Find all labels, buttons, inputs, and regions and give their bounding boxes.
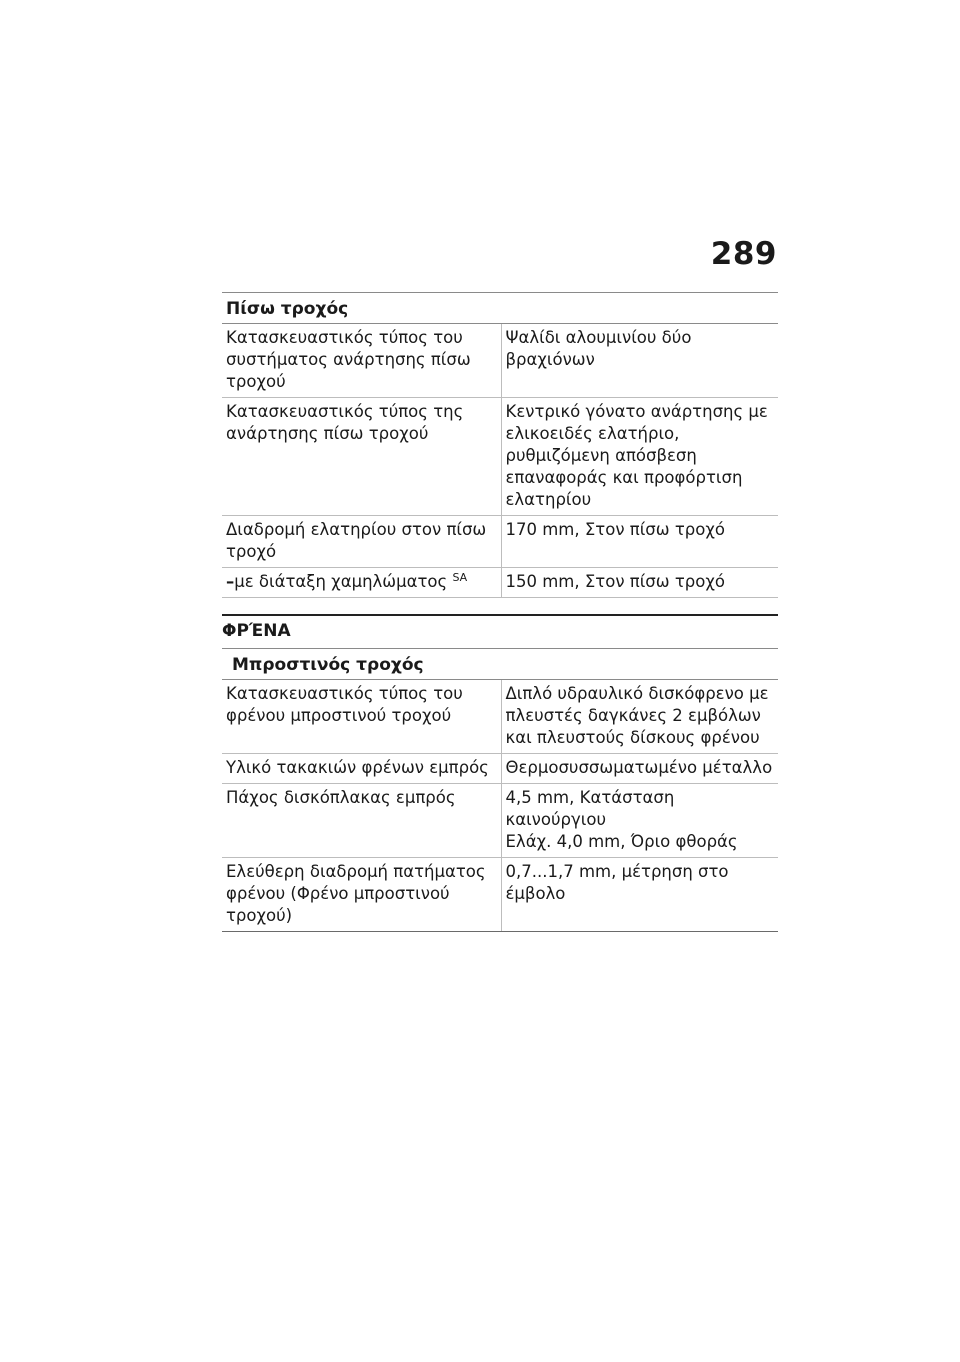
spec-value: 4,5 mm, Κατάσταση καινούργιου	[505, 788, 675, 829]
spec-key: Κατασκευαστικός τύπος του φρένου μπροστινού τροχού	[222, 680, 501, 754]
rear-wheel-heading: Πίσω τροχός	[222, 293, 778, 324]
dash-marker: –	[226, 572, 235, 591]
brakes-section-title: ΦΡΈΝΑ	[222, 621, 291, 641]
table-row	[222, 568, 778, 598]
spec-value: 150 mm, Στον πίσω τροχό	[501, 568, 778, 598]
table-row	[222, 754, 778, 784]
spec-key: Ελεύθερη διαδρομή πατήματος φρένου (Φρένο μπροστινού τροχού)	[222, 858, 501, 932]
spec-value: Κεντρικό γόνατο ανάρτησης με ελικοειδές ελατήριο, ρυθμιζόμενη απόσβεση επαναφοράς και προφόρτιση ελατηρίου	[501, 398, 778, 516]
table-row	[222, 516, 778, 568]
rear-wheel-table	[222, 292, 778, 598]
spec-key: Κατασκευαστικός τύπος του συστήματος ανάρτησης πίσω τροχού	[222, 324, 501, 398]
table-row	[222, 324, 778, 398]
spec-key: Υλικό τακακιών φρένων εμπρός	[222, 754, 501, 784]
spec-value: Ψαλίδι αλουμινίου δύο βραχιόνων	[501, 324, 778, 398]
spec-value: Διπλό υδραυλικό δισκόφρενο με πλευστές δαγκάνες 2 εμβόλων και πλευστούς δίσκους φρένου	[501, 680, 778, 754]
table-row	[222, 680, 778, 754]
spec-value-secondary: Ελάχ. 4,0 mm, Όριο φθοράς	[505, 832, 738, 851]
table-row	[222, 398, 778, 516]
spec-value: 170 mm, Στον πίσω τροχό	[501, 516, 778, 568]
spec-key-sub	[222, 568, 501, 598]
front-wheel-heading: Μπροστινός τροχός	[222, 649, 778, 680]
spec-content	[222, 292, 778, 932]
spec-value: Θερμοσυσσωματωμένο μέταλλο	[501, 754, 778, 784]
spec-value: 0,7...1,7 mm, μέτρηση στο έμβολο	[501, 858, 778, 932]
table-row	[222, 858, 778, 932]
sub-key-text: με διάταξη χαμηλώματος	[234, 572, 448, 591]
page-number: 289	[710, 236, 777, 272]
spec-value-multi	[501, 784, 778, 858]
option-superscript: SA	[452, 571, 468, 584]
table-row	[222, 784, 778, 858]
spec-key: Πάχος δισκόπλακας εμπρός	[222, 784, 501, 858]
spec-key: Διαδρομή ελατηρίου στον πίσω τροχό	[222, 516, 501, 568]
spec-key: Κατασκευαστικός τύπος της ανάρτησης πίσω τροχού	[222, 398, 501, 516]
front-brake-table	[222, 648, 778, 932]
